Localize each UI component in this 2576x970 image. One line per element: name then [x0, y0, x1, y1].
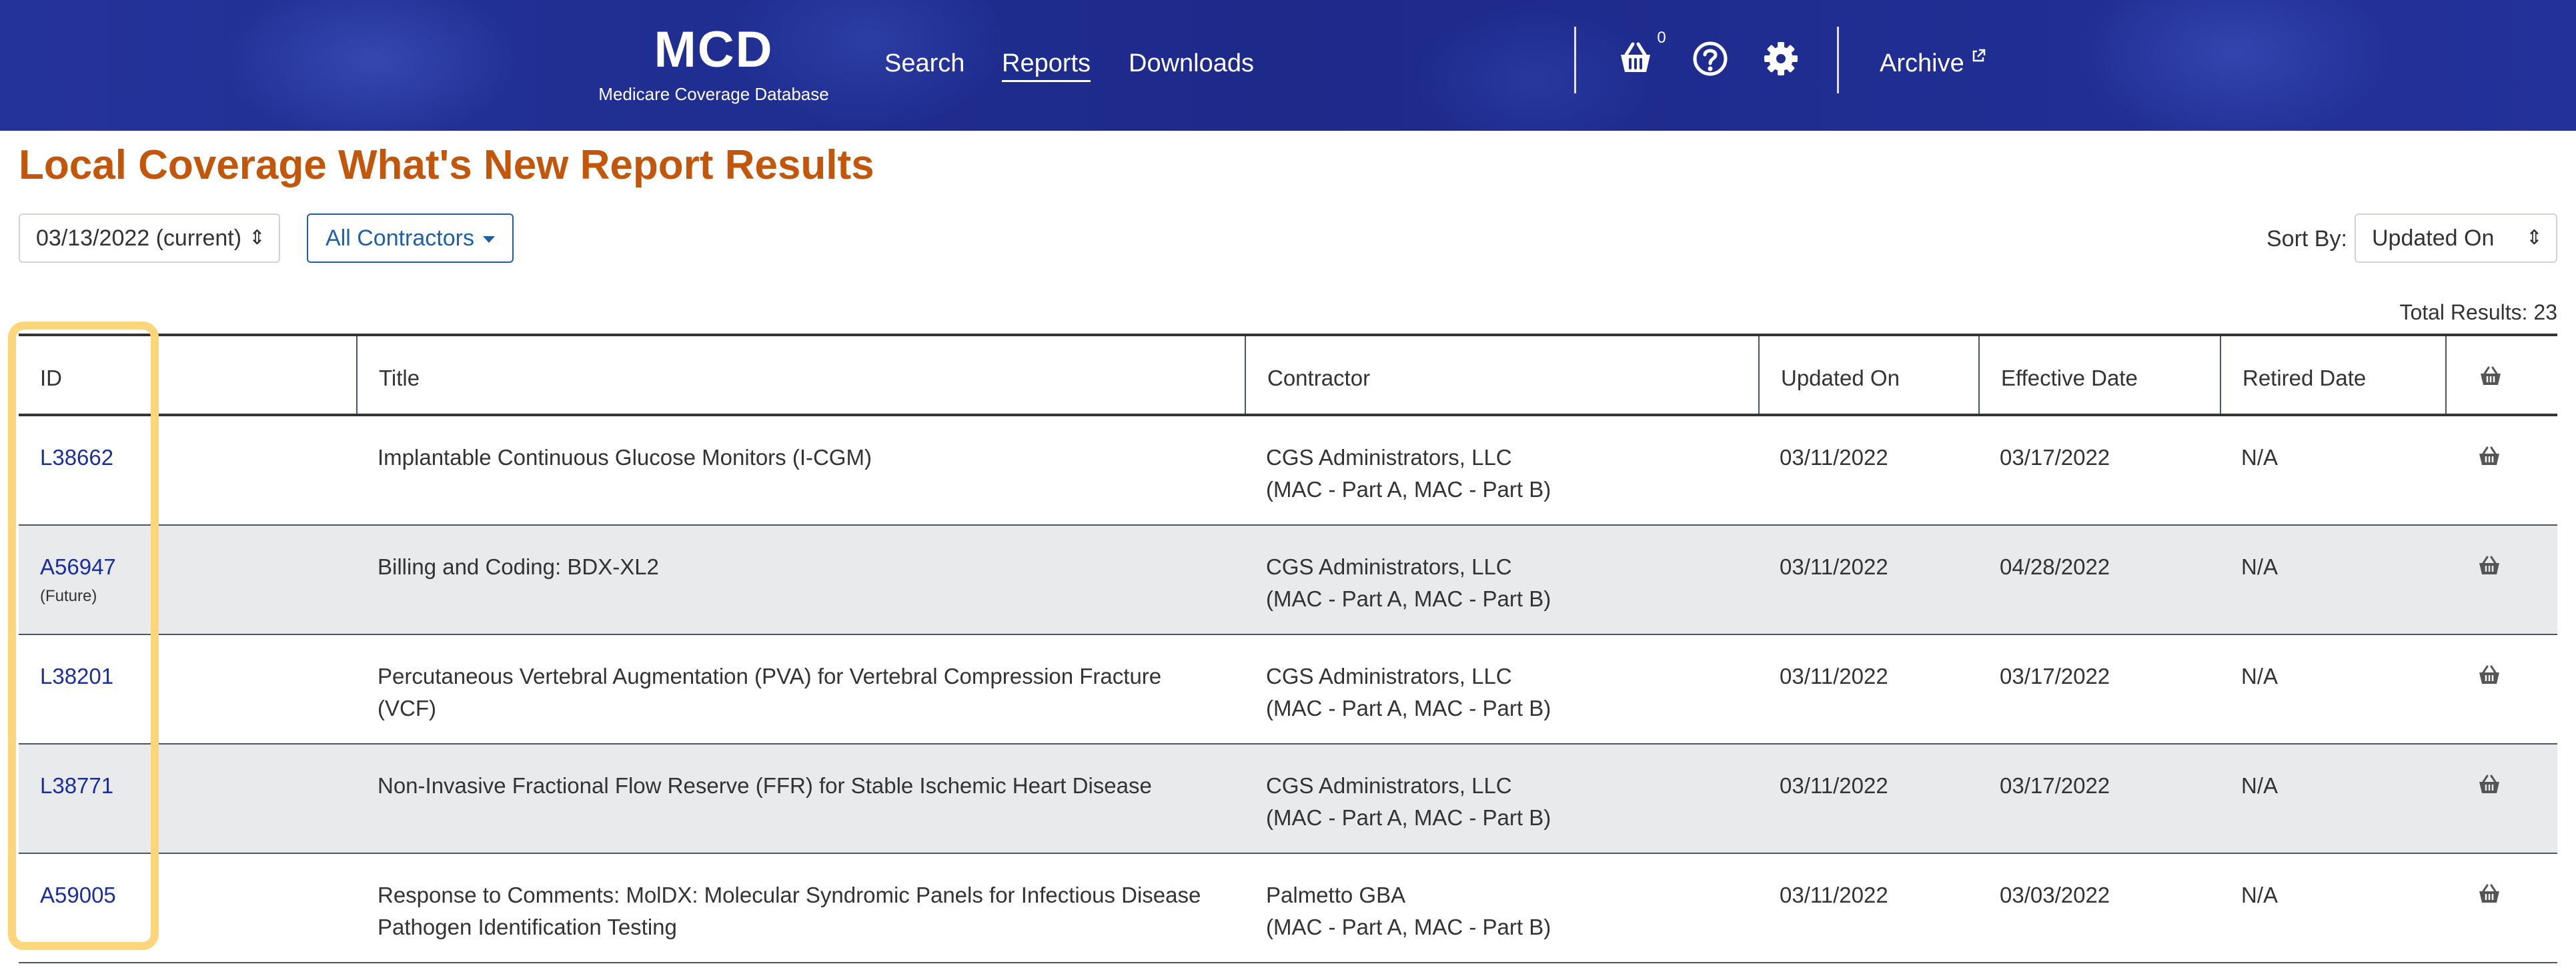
header-divider — [1574, 27, 1576, 93]
id-cell — [19, 635, 356, 743]
sort-by-value: Updated On — [2372, 225, 2495, 251]
add-to-basket-icon[interactable] — [2477, 446, 2501, 467]
updated-on-cell: 03/11/2022 — [1780, 773, 1888, 798]
logo-subtitle: Medicare Coverage Database — [598, 84, 829, 104]
sort-by-select[interactable] — [2355, 213, 2557, 263]
basket-cell — [2445, 635, 2557, 743]
header-basket — [2445, 336, 2557, 414]
basket-cell — [2445, 745, 2557, 853]
id-cell — [19, 745, 356, 853]
help-icon[interactable] — [1690, 39, 1730, 79]
header-divider-2 — [1837, 27, 1839, 93]
nav-downloads[interactable]: Downloads — [1129, 49, 1254, 77]
document-id-link[interactable]: A56947 — [40, 554, 116, 579]
updated-on-cell: 03/11/2022 — [1780, 883, 1888, 907]
report-date-value: 03/13/2022 (current) — [36, 225, 242, 251]
nav-reports[interactable]: Reports — [1002, 47, 1091, 82]
document-id-link[interactable]: L38201 — [40, 664, 114, 688]
page-title: Local Coverage What's New Report Results — [19, 142, 874, 188]
basket-icon — [2479, 366, 2503, 387]
caret-down-icon — [483, 236, 495, 243]
header-effective-date[interactable]: Effective Date — [1978, 336, 2220, 414]
basket-cell — [2445, 526, 2557, 634]
contractor-type: (MAC - Part A, MAC - Part B) — [1266, 805, 1551, 830]
header-title[interactable]: Title — [356, 336, 1245, 414]
effective-date-cell: 03/17/2022 — [2000, 773, 2110, 798]
archive-link[interactable]: Archive — [1880, 49, 1964, 77]
title-cell: Percutaneous Vertebral Augmentation (PVA) for Vertebral Compression Fracture (VCF) — [378, 664, 1162, 720]
sort-by-label: Sort By: — [2267, 226, 2347, 252]
table-header-row — [19, 334, 2557, 416]
add-to-basket-icon[interactable] — [2477, 555, 2501, 576]
add-to-basket-icon[interactable] — [2477, 774, 2501, 795]
contractor-cell — [1245, 854, 1758, 962]
contractor-name: CGS Administrators, LLC — [1266, 664, 1512, 688]
basket-icon[interactable] — [1616, 39, 1656, 79]
table-row — [19, 526, 2557, 635]
table-row — [19, 745, 2557, 854]
table-row — [19, 635, 2557, 745]
retired-date-cell: N/A — [2241, 773, 2279, 798]
total-results: Total Results: 23 — [2399, 300, 2557, 324]
report-date-select[interactable] — [19, 213, 280, 263]
document-id-link[interactable]: L38662 — [40, 445, 114, 470]
header-retired-date[interactable]: Retired Date — [2220, 336, 2445, 414]
basket-cell — [2445, 416, 2557, 524]
basket-cell — [2445, 854, 2557, 962]
add-to-basket-icon[interactable] — [2477, 664, 2501, 686]
title-cell: Non-Invasive Fractional Flow Reserve (FFR) for Stable Ischemic Heart Disease — [378, 773, 1152, 798]
updated-on-cell: 03/11/2022 — [1780, 664, 1888, 688]
table-row — [19, 854, 2557, 963]
table-row — [19, 416, 2557, 526]
nav-search[interactable]: Search — [884, 49, 965, 77]
title-cell: Implantable Continuous Glucose Monitors (I-CGM) — [378, 445, 872, 470]
contractor-name: CGS Administrators, LLC — [1266, 554, 1512, 579]
title-cell: Response to Comments: MolDX: Molecular Syndromic Panels for Infectious Disease Pathogen Identification Testing — [378, 883, 1201, 939]
effective-date-cell: 04/28/2022 — [2000, 554, 2110, 579]
mcd-logo[interactable] — [594, 21, 834, 105]
retired-date-cell: N/A — [2241, 664, 2279, 688]
results-table — [19, 334, 2557, 963]
header-id[interactable]: ID — [40, 366, 62, 390]
select-arrows-icon: ⇕ — [248, 227, 265, 249]
add-to-basket-icon[interactable] — [2477, 883, 2501, 905]
header-updated-on[interactable]: Updated On — [1758, 336, 1978, 414]
contractor-type: (MAC - Part A, MAC - Part B) — [1266, 696, 1551, 720]
contractor-cell — [1245, 416, 1758, 524]
id-cell — [19, 526, 356, 634]
contractor-type: (MAC - Part A, MAC - Part B) — [1266, 586, 1551, 611]
header-contractor[interactable]: Contractor — [1245, 336, 1758, 414]
document-id-link[interactable]: L38771 — [40, 773, 114, 798]
effective-date-cell: 03/17/2022 — [2000, 664, 2110, 688]
retired-date-cell: N/A — [2241, 445, 2279, 470]
contractor-type: (MAC - Part A, MAC - Part B) — [1266, 477, 1551, 502]
gear-icon[interactable] — [1761, 39, 1801, 79]
contractor-cell — [1245, 635, 1758, 743]
logo-title: MCD — [654, 21, 774, 78]
contractor-type: (MAC - Part A, MAC - Part B) — [1266, 915, 1551, 939]
select-arrows-icon: ⇕ — [2525, 227, 2543, 249]
id-cell — [19, 854, 356, 962]
contractor-name: CGS Administrators, LLC — [1266, 773, 1512, 798]
updated-on-cell: 03/11/2022 — [1780, 554, 1888, 579]
effective-date-cell: 03/03/2022 — [2000, 883, 2110, 907]
updated-on-cell: 03/11/2022 — [1780, 445, 1888, 470]
contractors-dropdown-button[interactable] — [307, 213, 514, 263]
cart-count-badge: 0 — [1653, 28, 1670, 48]
site-header — [0, 0, 2576, 131]
retired-date-cell: N/A — [2241, 883, 2279, 907]
contractor-cell — [1245, 745, 1758, 853]
future-note: (Future) — [40, 587, 97, 605]
effective-date-cell: 03/17/2022 — [2000, 445, 2110, 470]
contractor-name: Palmetto GBA — [1266, 883, 1406, 907]
retired-date-cell: N/A — [2241, 554, 2279, 579]
external-link-icon — [1970, 48, 1986, 64]
id-cell — [19, 416, 356, 524]
contractors-button-label: All Contractors — [326, 225, 474, 251]
contractor-name: CGS Administrators, LLC — [1266, 445, 1512, 470]
contractor-cell — [1245, 526, 1758, 634]
document-id-link[interactable]: A59005 — [40, 883, 116, 907]
title-cell: Billing and Coding: BDX-XL2 — [378, 554, 659, 579]
